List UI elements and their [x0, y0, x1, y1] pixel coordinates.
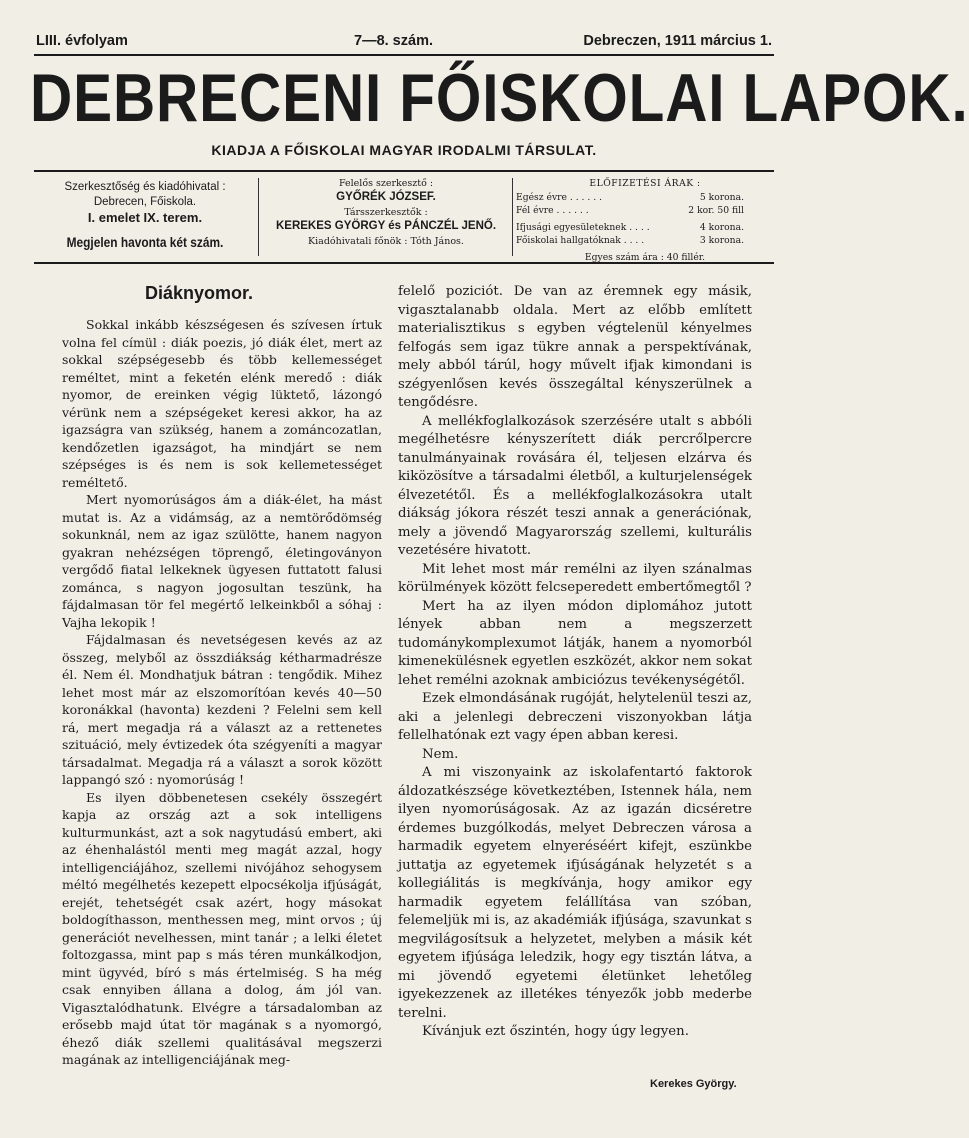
coeditor-names: KEREKES GYÖRGY és PÁNCZÉL JENŐ. [275, 219, 497, 232]
price-value: 5 korona. [699, 192, 744, 203]
office-line-1: Szerkesztőség és kiadóhivatal : [64, 181, 226, 193]
subscription-heading: ELŐFIZETÉSI ÁRAK : [589, 178, 701, 189]
price-value: 3 korona. [699, 234, 744, 246]
header-rule [34, 54, 774, 56]
column-divider [258, 178, 259, 256]
paragraph: felelő poziciót. De van az éremnek egy másik, vigasztalanabb oldala. Mert az előbb említett materialisztikus s egyben végtelenül kényelmes felfogás sem igaz tükre annak a perspektívának, mely abból tárúl, hogy művelt ifjak kimondani is szégyenlősen kevés összegáltal kényszerülnek a tengődésre. [398, 284, 752, 410]
single-issue-price: Egyes szám ára : 40 fillér. [584, 252, 706, 263]
price-value: 4 korona. [699, 222, 744, 233]
paragraph: A mi viszonyaink az iskolafentartó faktorok áldozatkészsége következtében, Istennek hála, nem ilyen nyomorúságosak. Az az igazán dicséretre érdemes buzgólkodás, melyet Debreczen városa a harmadik egyetem elnyeréséért kifejt, eszünkbe juttatja az egyetemek ifjúságának helyzetét s a kollegiálitás is megkívánja, hogy amikor egy harmadik egyetem felállítása van szóban, felemeljük mi is, az akadémiák ifjúsága, szavunkat s megvilágosítsuk a helyzetet, melyben a másik két egyetem ifjúsága leledzik, hogy egy tisztán látva, a mi jövendő egyetemi életünket lehetőleg igyekezzenek az illetékes tényezők jobb mederbe terelni. [398, 765, 752, 1021]
price-label: Főiskolai hallgatóknak . . . . [516, 234, 645, 246]
paragraph: Nem. [422, 746, 459, 762]
subscription-box [516, 178, 774, 264]
price-row [516, 235, 774, 248]
paragraph: Ezek elmondásának rugóját, helytelenül teszi az, aki a jelenlegi debreczeni viszonyokban látja fellelhatónak ezt vagy épen abban keresi. [398, 691, 752, 743]
price-label: Egész évre . . . . . . [516, 192, 603, 203]
price-row [516, 222, 774, 235]
price-row [516, 192, 774, 205]
editor-name: GYŐRÉK JÓZSEF. [336, 190, 436, 203]
author-signature: Kerekes György. [650, 1078, 737, 1090]
price-value: 2 kor. 50 fill [688, 204, 744, 216]
masthead-title: DEBRECENI FŐISKOLAI LAPOK. [30, 60, 969, 136]
column-divider [512, 178, 513, 256]
paragraph: Fájdalmasan és nevetségesen kevés az az összeg, melyből az összdiákság kétharmadrésze él. Nem él. Mondhatjuk bátran : tengődik. Mihez lehet most már az elszomorítóan kevés 40—50 koronákkal (havonta) kezdeni ? Felelni sem kell rá, mert megadja rá a választ az a rettenetes szituáció, mely évtizedek óta szégyeníti a magyar társadalmat. Megadja rá a választ a sorok között lappangó szó : nyomorúság ! [62, 632, 382, 787]
office-line-2: Debrecen, Főiskola. [93, 196, 197, 208]
editor-label: Felelős szerkesztő : [338, 178, 434, 189]
paragraph: Mert ha az ilyen módon diplomához jutott lények abban nem a megszerzett tudománykomplexumot látják, hanem a nyomorból kimenekülésnek egyetlen eszközét, akkor nem sokat lehet remélni azoknak ambiciózus tevékenységétől. [398, 598, 753, 688]
paragraph: Sokkal inkább készségesen és szívesen írtuk volna fel címül : diák poezis, jó diák élet, mert az sokkal szépségesebb és több kellemességet reméltet, mint a feketén elénk meredő : diák nyomor, de ereinken végig lüktető, lázongó vérünk nem a szépségeket keresi akkor, ha az igazságra van szükség, hanem a zománcozatlan, kendőzetlen igazságot, ha mindjárt se nem szépséges is és nem is sok kellemetességet reméltető. [62, 317, 382, 490]
issue-number: 7—8. szám. [354, 33, 433, 49]
article-title: Diáknyomor. [145, 283, 254, 303]
volume-number: LIII. évfolyam [36, 33, 128, 49]
publisher-line: KIADJA A FŐISKOLAI MAGYAR IRODALMI TÁRSULAT. [211, 142, 597, 158]
price-label: Ifjusági egyesületeknek . . . . [516, 222, 650, 233]
header-line [36, 33, 772, 53]
paragraph: Mert nyomorúságos ám a diák-élet, ha mást mutat is. Az a vidámság, az a nemtörődömség sokunknál, nem az igaz szülötte, hanem nagyon gyakran nehézségen töprengő, életingoványon vergődő fiatal lelkeknek ügyesen futtatott falusi zománca, s nagyon jogosultan teszünk, ha fájdalmasan tör fel megértő lelkeinkből a sóhaj : Vajha lekopik ! [62, 492, 382, 630]
paragraph: Kívánjuk ezt őszintén, hogy úgy legyen. [422, 1024, 689, 1039]
paragraph: Mit lehet most már remélni az ilyen szánalmas körülmények között felcseperedett embertőmegtől ? [398, 561, 752, 595]
office-head: Kiadóhivatali főnök : Tóth János. [308, 236, 464, 247]
coeditor-label: Társszerkesztők : [344, 207, 428, 218]
place-date: Debreczen, 1911 március 1. [583, 33, 772, 49]
paragraph: A mellékfoglalkozások szerzésére utalt s abbóli megélhetésre kényszerített diák percrőlpercre tanulmányainak rovására él, teljesen elzárva és kiközösítve a társadalmi életből, a kulturjelenségek élvezetétől. És a mellékfoglalkozásokra utalt diákság jókora részét teszi annak a generációnak, mely a jövendő Magyarország szellemi, kulturális vezetésére hivatott. [398, 413, 752, 558]
article-right-column [398, 283, 752, 1042]
staff-box [262, 178, 510, 249]
frequency-note: Megjelen havonta két szám. [66, 234, 224, 250]
price-label: Fél évre . . . . . . [516, 204, 589, 216]
paragraph: Es ilyen döbbenetesen csekély összegért kapja az ország azt a sok intelligens kulturmunkást, azt a sok nagytudású embert, aki az éhenhalástól menti meg magát azzal, hogy intelligenciájához, szellemi nivójához sehogysem méltó megélhetés kezepett elpocsékolja ifjúságát, erejét, tehetségét csak azért, hogy másokat boldogíthasson, menthessen meg, mint orvos ; új generációt nevelhessen, mint tanár ; a lelki életet foltozgassa, mint pap s más téren munkálkodjon, mint ügyvéd, bíró s más értelmiség. S ha még csak ennyiben állana a dolog, ám jól van. Vigasztalódhatunk. Elvégre a társadalomban az erősebb majd útat tör magának s a nyomorgó, éhező diák szellemi qualitásával megszerzi magának az intelligenciájának meg- [62, 789, 382, 1067]
office-line-3: I. emelet IX. terem. [87, 210, 203, 225]
editorial-office [40, 176, 250, 250]
price-row [516, 205, 774, 218]
article-left-column [62, 316, 382, 1069]
